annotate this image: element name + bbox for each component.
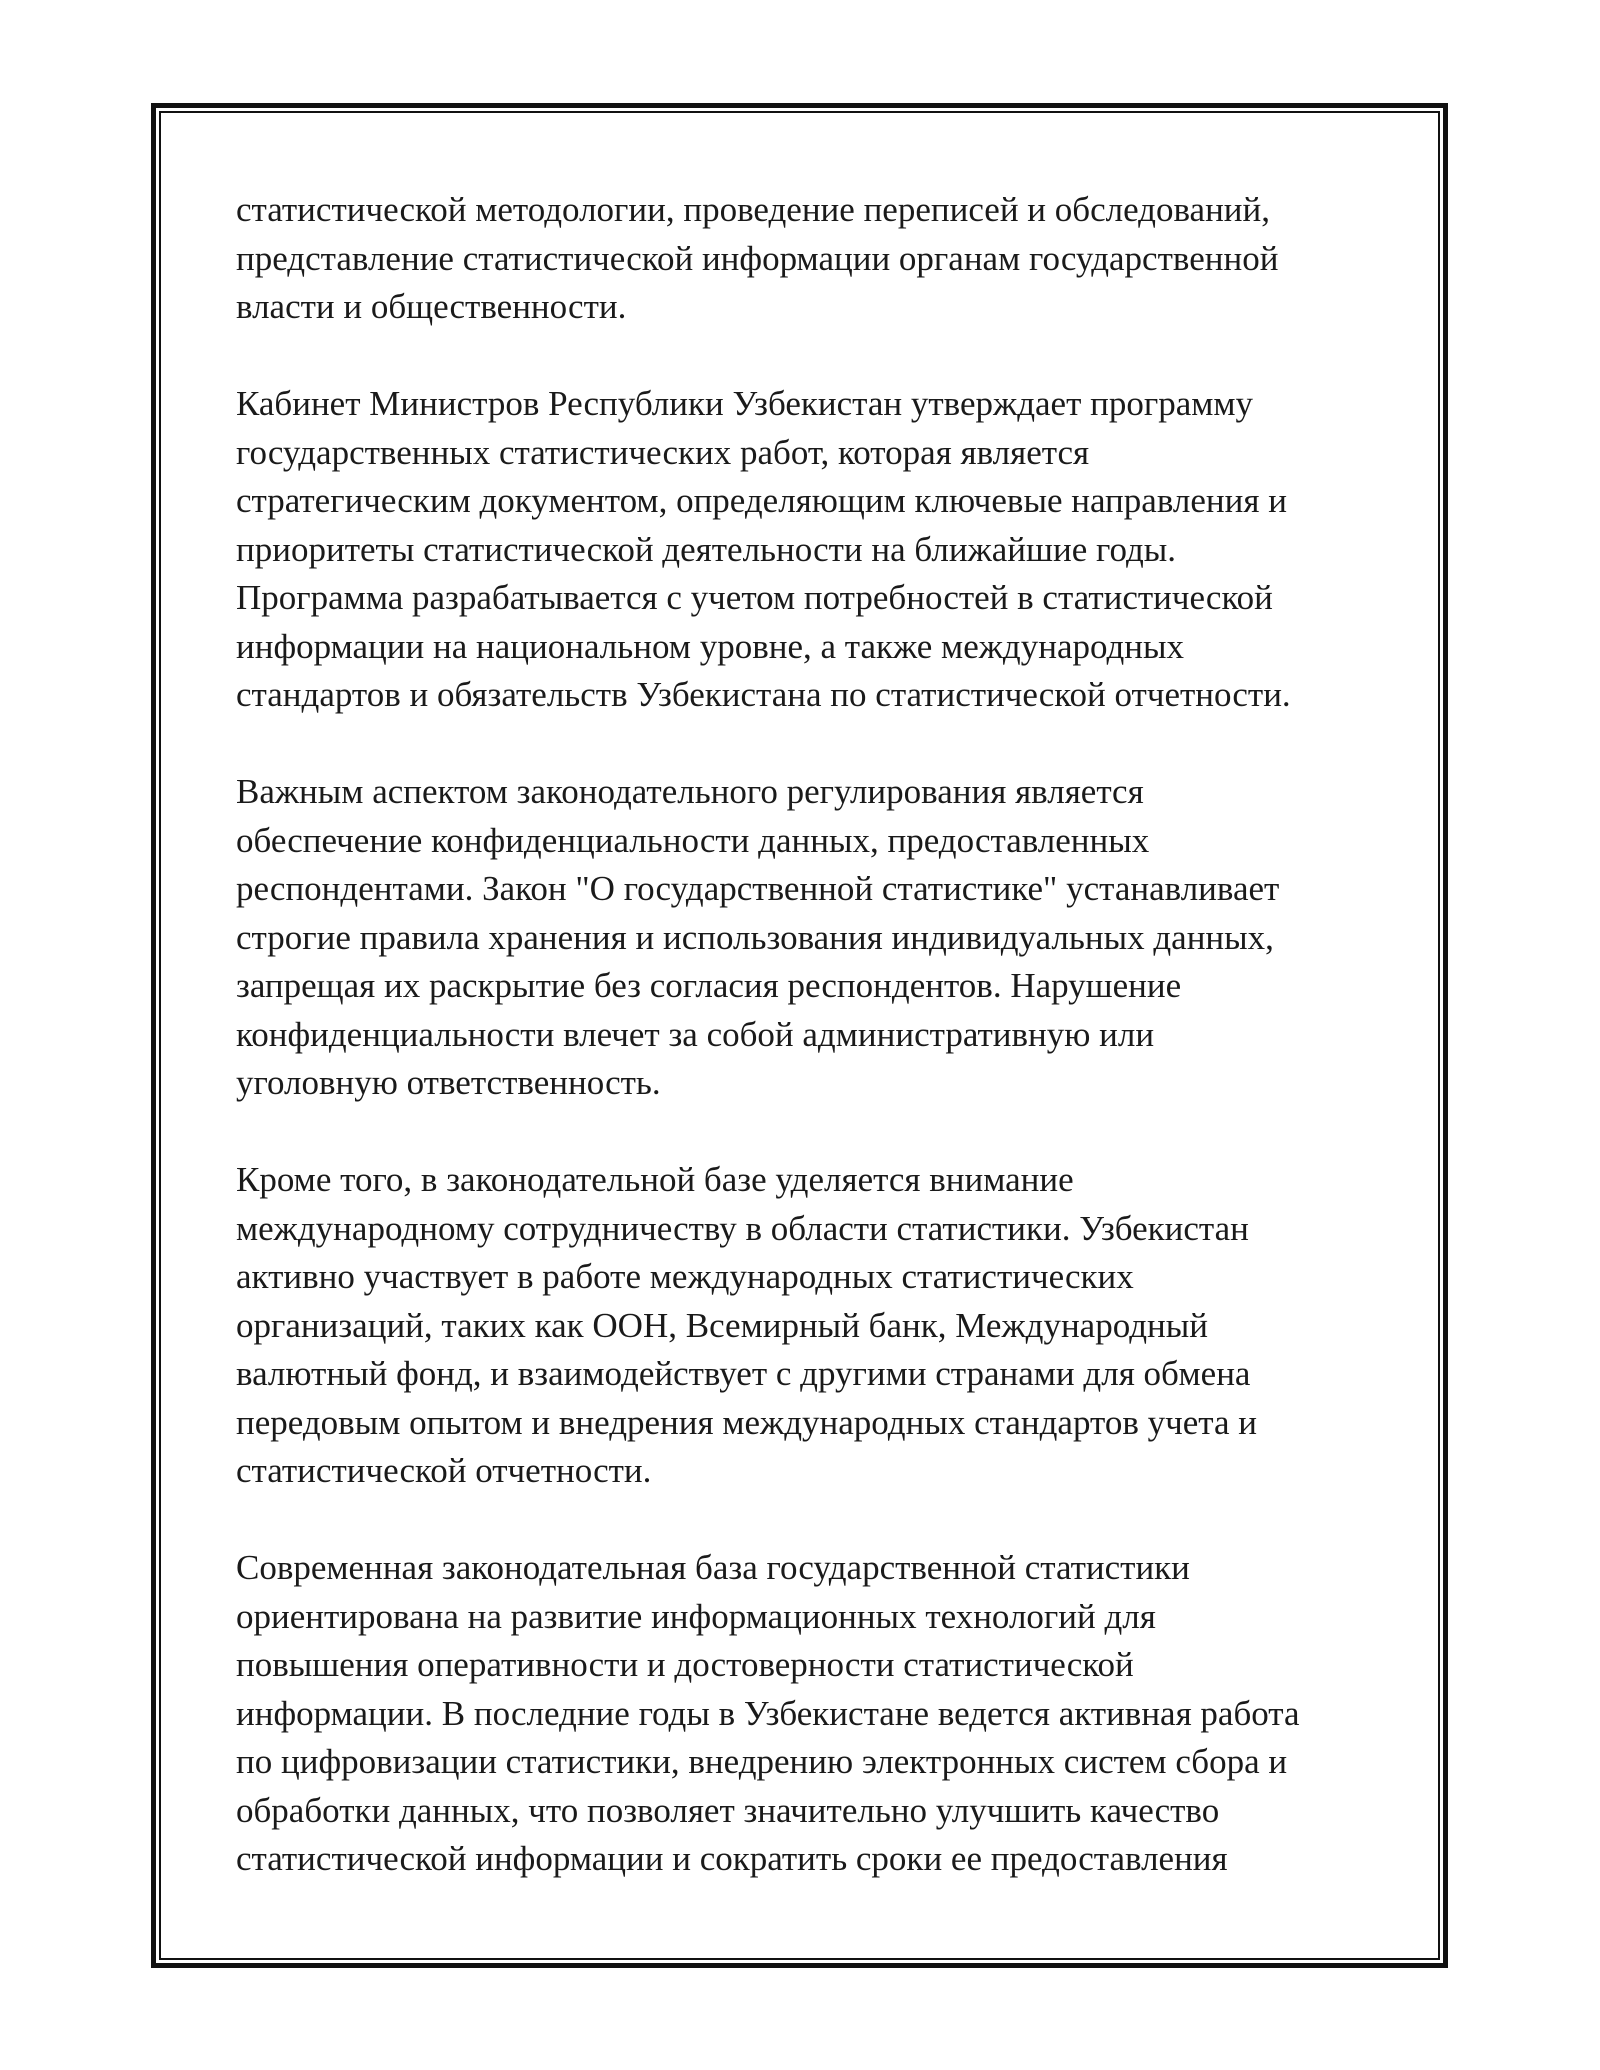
text-line: Кабинет Министров Республики Узбекистан утверждает программу <box>236 384 1254 423</box>
text-line: ориентирована на развитие информационных технологий для <box>236 1596 1156 1636</box>
paragraph-5 <box>236 1544 1376 1884</box>
text-line: государственных статистических работ, которая является <box>236 432 1090 472</box>
text-line: организаций, таких как ООН, Всемирный банк, Международный <box>236 1305 1208 1345</box>
text-line: международному сотрудничеству в области статистики. Узбекистан <box>236 1208 1249 1248</box>
text-line: Программа разрабатывается с учетом потребностей в статистической <box>236 578 1273 617</box>
text-line: приоритеты статистической деятельности на ближайшие годы. <box>236 529 1177 569</box>
text-line: респондентами. Закон "О государственной статистике" устанавливает <box>236 869 1280 908</box>
text-line: передовым опытом и внедрения международных стандартов учета и <box>236 1402 1257 1442</box>
text-line: власти и общественности. <box>236 287 627 326</box>
text-line: конфиденциальности влечет за собой административную или <box>236 1014 1155 1054</box>
text-line: Современная законодательная база государственной статистики <box>236 1548 1190 1587</box>
paragraph-3 <box>236 768 1376 1108</box>
text-line: Кроме того, в законодательной базе уделяется внимание <box>236 1160 1074 1199</box>
paragraph-1 <box>236 186 1376 332</box>
text-line: стратегическим документом, определяющим ключевые направления и <box>236 481 1287 520</box>
text-line: статистической методологии, проведение переписей и обследований, <box>236 190 1271 229</box>
text-line: строгие правила хранения и использования индивидуальных данных, <box>236 917 1274 957</box>
text-line: активно участвует в работе международных статистических <box>236 1257 1134 1296</box>
text-line: информации. В последние годы в Узбекистане ведется активная работа <box>236 1693 1300 1733</box>
text-line: повышения оперативности и достоверности статистической <box>236 1645 1134 1684</box>
paragraph-2 <box>236 380 1376 720</box>
text-line: по цифровизации статистики, внедрению электронных систем сбора и <box>236 1742 1288 1781</box>
text-line: представление статистической информации органам государственной <box>236 238 1279 278</box>
paragraph-4 <box>236 1156 1376 1496</box>
text-line: уголовную ответственность. <box>236 1063 661 1102</box>
text-line: обеспечение конфиденциальности данных, предоставленных <box>236 820 1150 860</box>
text-line: валютный фонд, и взаимодействует с другими странами для обмена <box>236 1354 1251 1393</box>
text-line: обработки данных, что позволяет значительно улучшить качество <box>236 1790 1220 1830</box>
text-line: статистической информации и сократить сроки ее предоставления <box>236 1839 1228 1878</box>
text-line: Важным аспектом законодательного регулирования является <box>236 772 1144 811</box>
text-line: информации на национальном уровне, а также международных <box>236 626 1185 666</box>
text-line: запрещая их раскрытие без согласия респондентов. Нарушение <box>236 966 1182 1005</box>
document-body <box>236 186 1376 1932</box>
text-line: стандартов и обязательств Узбекистана по статистической отчетности. <box>236 675 1291 714</box>
text-line: статистической отчетности. <box>236 1451 652 1490</box>
